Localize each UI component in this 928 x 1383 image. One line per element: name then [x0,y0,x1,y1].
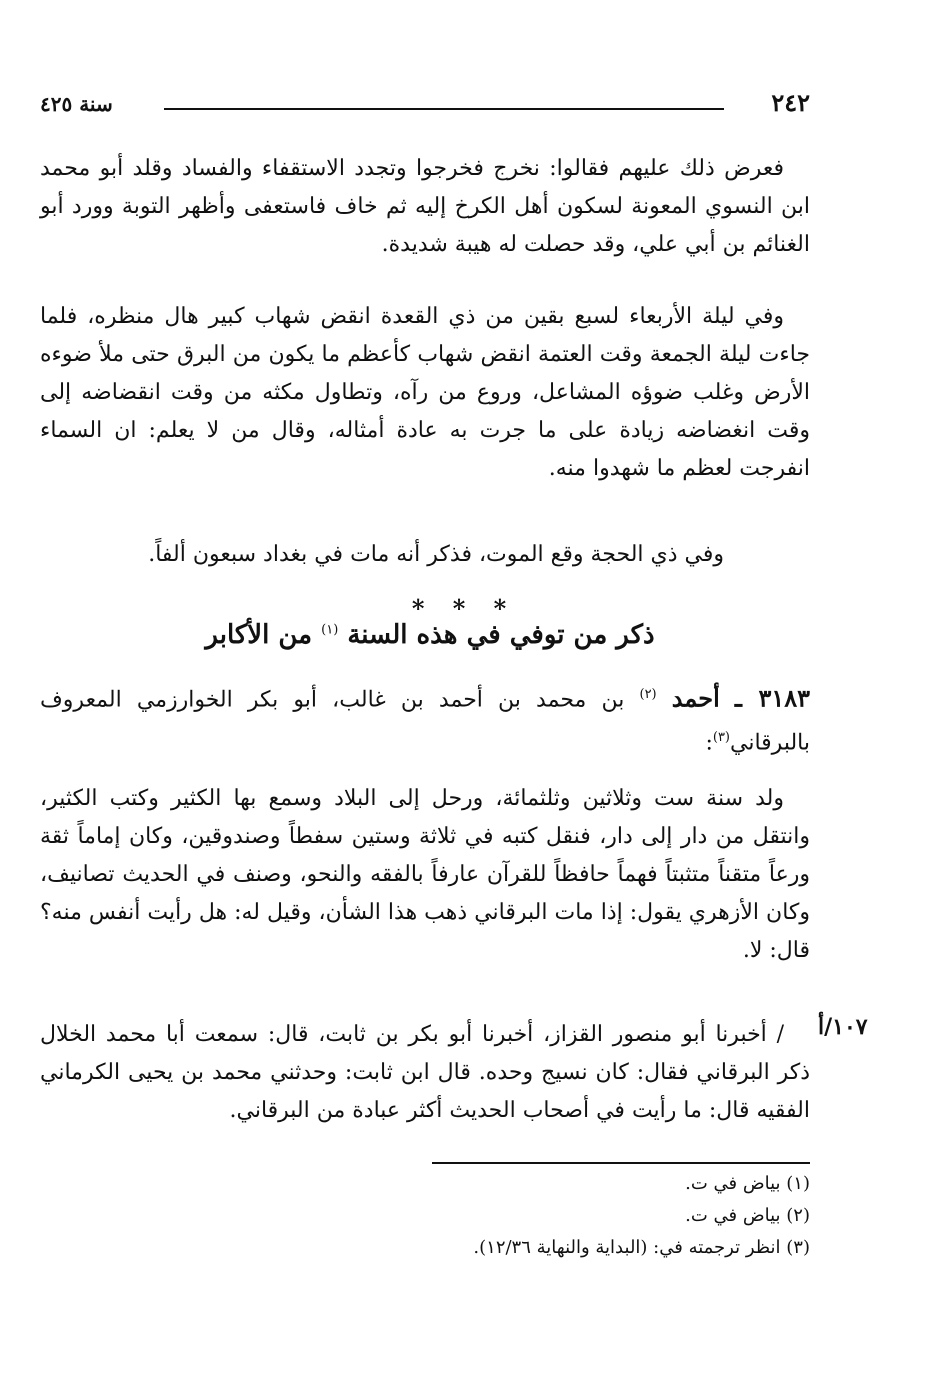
paragraph-3-text: وفي ذي الحجة وقع الموت، فذكر أنه مات في بغداد سبعون ألفاً. [148,542,724,567]
page-number: ٢٤٢ [771,88,810,117]
entry-note-a: (٢) [639,687,657,702]
paragraph-3 [40,536,810,574]
section-separator: * * * [411,594,517,623]
paragraph-2-text: وفي ليلة الأربعاء لسبع بقين من ذي القعدة انقض شهاب كبير هال منظره، فلما جاءت ليلة الجمعة وقت العتمة انقض شهاب كأعظم ما يكون من البرق حتى ملأ ضوءه الأرض وغلب ضوؤه المشاعل، وروع من رآه، وتطاول مكثه من وقت انقضاضه إلى وقت انغضاضه زيادة على ما جرت به عادة أمثاله، وقال من لا يعلم: ان السماء انفرجت لعظم ما شهدوا منه. [40,304,810,481]
paragraph-6-text: / أخبرنا أبو منصور القزاز، أخبرنا أبو بكر بن ثابت، قال: سمعت أبا محمد الخلال ذكر البرقاني فقال: كان نسيج وحده. قال ابن ثابت: وحدثني محمد بن يحيى الكرماني الفقيه قال: ما رأيت في أصحاب الحديث أكثر عبادة من البرقاني. [40,1022,810,1123]
footnote-2: (٢) بياض في ت. [685,1205,810,1226]
footnote-1: (١) بياض في ت. [685,1173,810,1194]
entry-text: بن محمد بن أحمد بن غالب، أبو بكر الخوارزمي المعروف بالبرقاني [40,687,810,756]
paragraph-5 [40,780,810,970]
section-heading-part1: ذكر من توفي في هذه السنة [347,620,655,650]
paragraph-2 [40,298,810,488]
section-heading-note: (١) [321,622,339,638]
biography-entry-header [40,676,810,763]
paragraph-1 [40,150,810,264]
entry-number: ٣١٨٣ ـ [734,683,811,713]
paragraph-1-text: فعرض ذلك عليهم فقالوا: نخرج فخرجوا وتجدد الاستقفاء والفساد وقلد أبو محمد ابن النسوي المعونة لسكون أهل الكرخ إليه ثم خاف فاستعفى وأظهر التوبة وورد أبو الغنائم بن أبي علي، وقد حصلت له هيبة شديدة. [40,156,810,257]
margin-reference: ١٠٧/أ [818,1014,868,1040]
header-rule [164,108,724,110]
entry-note-b: (٣) [712,730,730,746]
year-label: سنة ٤٢٥ [40,92,113,116]
paragraph-6 [40,1016,810,1130]
section-heading [0,620,860,650]
paragraph-5-text: ولد سنة ست وثلاثين وثلثمائة، ورحل إلى البلاد وسمع بها الكثير وكتب الكثير، وانتقل من دار إلى دار، فنقل كتبه في ثلاثة وستين سفطاً وصندوقين، وكان إماماً ثقة ورعاً متقناً متثبتاً فهماً حافظاً للقرآن عارفاً بالفقه والنحو، وصنف في الحديث تصانيف، وكان الأزهري يقول: إذا مات البرقاني ذهب هذا الشأن، وقيل له: هل رأيت أنفس منه؟ قال: لا. [40,786,810,963]
footnote-3: (٣) انظر ترجمته في: (البداية والنهاية ١٢/٣٦). [473,1237,810,1258]
footnote-rule [432,1162,810,1164]
running-header [40,88,810,128]
entry-name: أحمد [671,683,720,713]
section-heading-part2: من الأكابر [205,620,313,650]
footnotes [40,1168,810,1264]
entry-colon: : [705,730,713,756]
